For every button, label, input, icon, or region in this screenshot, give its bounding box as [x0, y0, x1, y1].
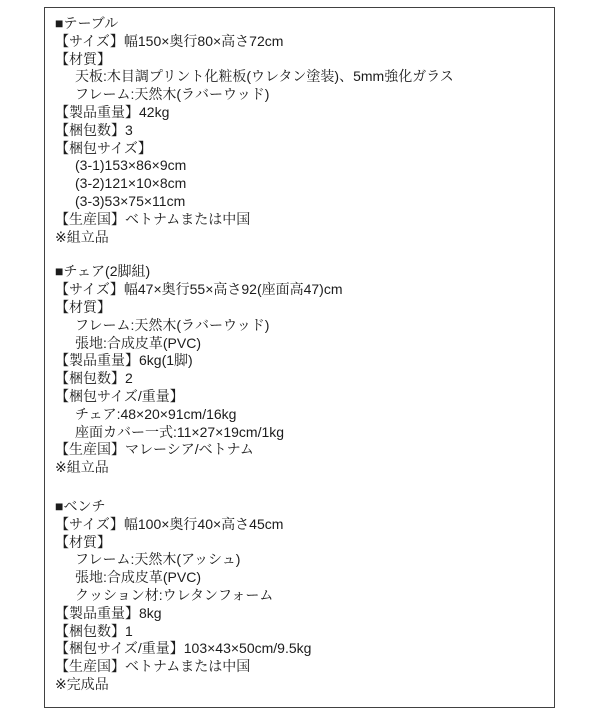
spec-line: 座面カバー一式:11×27×19cm/1kg: [75, 423, 285, 440]
section-title: ■テーブル: [55, 15, 119, 31]
section-bench: [55, 498, 546, 694]
spec-line: (3-1)153×86×9cm: [75, 157, 187, 174]
spec-line: 【梱包サイズ/重量】103×43×50cm/9.5kg: [55, 640, 312, 657]
spec-line: 【生産国】マレーシア/ベトナム: [55, 441, 254, 458]
spec-line: フレーム:天然木(ラバーウッド): [75, 316, 270, 333]
spec-line: 張地:合成皮革(PVC): [75, 334, 201, 351]
spec-line: フレーム:天然木(ラバーウッド): [75, 86, 270, 103]
spec-line: 張地:合成皮革(PVC): [75, 569, 201, 586]
spec-line: ※組立品: [55, 228, 109, 245]
spec-line: 【材質】: [55, 298, 111, 315]
spec-line: 【生産国】ベトナムまたは中国: [55, 658, 251, 675]
spec-line: 【生産国】ベトナムまたは中国: [55, 210, 251, 227]
spec-line: 【梱包数】1: [55, 622, 133, 639]
spec-line: クッション材:ウレタンフォーム: [75, 586, 274, 603]
spec-line: 【サイズ】幅150×奥行80×高さ72cm: [55, 32, 284, 49]
spec-line: 【材質】: [55, 533, 111, 550]
spec-line: 天板:木目調プリント化粧板(ウレタン塗装)、5mm強化ガラス: [75, 68, 454, 85]
spec-line: ※組立品: [55, 459, 109, 476]
section-table: [55, 15, 546, 246]
section-title: ■チェア(2脚組): [55, 263, 151, 280]
spec-line: (3-3)53×75×11cm: [75, 192, 186, 209]
spec-line: (3-2)121×10×8cm: [75, 175, 187, 192]
spec-line: 【サイズ】幅47×奥行55×高さ92(座面高47)cm: [55, 281, 343, 298]
spec-line: 【梱包サイズ/重量】: [55, 387, 184, 404]
spec-line: 【サイズ】幅100×奥行40×高さ45cm: [55, 515, 284, 532]
spec-line: フレーム:天然木(アッシュ): [75, 551, 241, 568]
spec-line: 【梱包サイズ】: [55, 139, 152, 156]
spec-line: 【製品重量】42kg: [55, 103, 170, 120]
spec-line: 【製品重量】6kg(1脚): [55, 352, 193, 369]
spec-line: 【梱包数】3: [55, 121, 133, 138]
spec-line: 【材質】: [55, 50, 111, 67]
section-title: ■ベンチ: [55, 497, 106, 514]
section-chair: [55, 263, 546, 477]
spec-line: 【梱包数】2: [55, 370, 133, 387]
spec-line: 【製品重量】8kg: [55, 604, 162, 621]
spec-sheet-box: [44, 7, 555, 708]
spec-line: チェア:48×20×91cm/16kg: [75, 405, 237, 422]
spec-line: ※完成品: [55, 675, 109, 692]
